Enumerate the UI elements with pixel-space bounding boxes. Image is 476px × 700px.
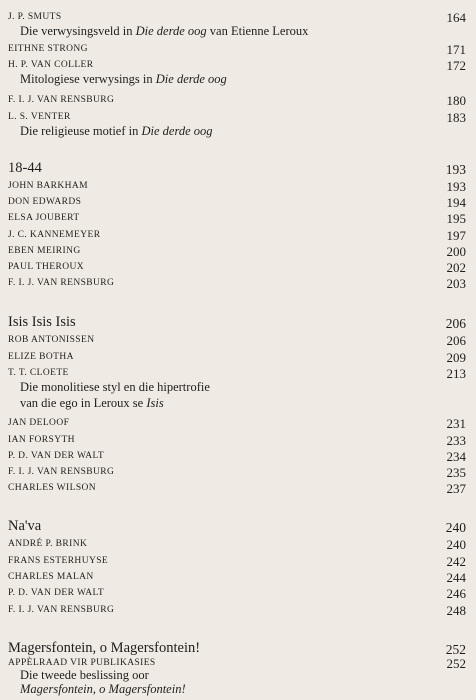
author-name: PAUL THEROUX: [8, 262, 84, 272]
author-name: T. T. CLOETE: [8, 368, 69, 378]
essay-title: Die monolitiese styl en die hipertrofie: [20, 380, 210, 394]
page-number: 248: [446, 603, 466, 618]
page-number: 180: [446, 93, 466, 108]
essay-title: Magersfontein, o Magersfontein!: [20, 682, 186, 696]
author-name: CHARLES MALAN: [8, 572, 94, 582]
author-name: DON EDWARDS: [8, 197, 82, 207]
page-number: 202: [446, 260, 466, 275]
page-number: 193: [445, 162, 466, 177]
page-number: 193: [446, 179, 466, 194]
page-number: 172: [446, 58, 466, 73]
toc-entry: [0, 554, 476, 570]
author-name: L. S. VENTER: [8, 112, 71, 122]
author-name: CHARLES WILSON: [8, 483, 97, 493]
toc-entry: [0, 603, 476, 619]
toc-entry: [0, 465, 476, 481]
toc-entry: [0, 260, 476, 276]
section-heading: [0, 316, 476, 332]
page-number: 242: [446, 554, 466, 569]
toc-entry: [0, 93, 476, 109]
page-number: 195: [446, 211, 466, 226]
toc-entry: [0, 433, 476, 449]
author-name: F. I. J. VAN RENSBURG: [8, 278, 115, 288]
toc-entry: [0, 350, 476, 366]
toc-entry: [0, 179, 476, 195]
author-name: JAN DELOOF: [8, 418, 70, 428]
toc-entry: [0, 449, 476, 465]
section-title: Na'va: [8, 518, 42, 534]
toc-entry: [0, 333, 476, 349]
page-number: 206: [445, 316, 466, 331]
page-number: 235: [446, 465, 466, 480]
essay-title: van die ego in Leroux se Isis: [20, 396, 164, 410]
section-title: Magersfontein, o Magersfontein!: [8, 640, 201, 656]
page-number: 200: [446, 244, 466, 259]
toc-entry: [0, 244, 476, 260]
author-name: IAN FORSYTH: [8, 435, 75, 445]
essay-title: Mitologiese verwysings in Die derde oog: [20, 72, 227, 86]
section-heading: [0, 520, 476, 536]
toc-entry: [0, 481, 476, 497]
page-number: 194: [446, 195, 466, 210]
toc-entry: [0, 276, 476, 292]
author-name: JOHN BARKHAM: [8, 181, 89, 191]
page-number: 203: [446, 276, 466, 291]
author-name: J. P. SMUTS: [8, 12, 62, 22]
page-number: 213: [446, 366, 466, 381]
essay-title: Die verwysingsveld in Die derde oog van Etienne Leroux: [20, 24, 309, 38]
essay-title: Die tweede beslissing oor: [20, 668, 149, 682]
page-number: 237: [446, 481, 466, 496]
toc-entry: [0, 195, 476, 211]
author-name: F. I. J. VAN RENSBURG: [8, 605, 115, 615]
author-name: APPÈLRAAD VIR PUBLIKASIES: [8, 658, 156, 668]
author-name: EITHNE STRONG: [8, 44, 88, 54]
page-number: 252: [446, 656, 466, 671]
page-number: 197: [446, 228, 466, 243]
section-title: Isis Isis Isis: [8, 314, 76, 330]
page-number: 171: [446, 42, 466, 57]
page-number: 244: [446, 570, 466, 585]
author-name: ELIZE BOTHA: [8, 352, 74, 362]
toc-entry: [0, 211, 476, 227]
section-title: 18-44: [8, 160, 42, 176]
author-name: P. D. VAN DER WALT: [8, 451, 105, 461]
author-name: F. I. J. VAN RENSBURG: [8, 95, 115, 105]
toc-entry: [0, 228, 476, 244]
author-name: H. P. VAN COLLER: [8, 60, 94, 70]
author-name: FRANS ESTERHUYSE: [8, 556, 109, 566]
author-name: F. I. J. VAN RENSBURG: [8, 467, 115, 477]
page-number: 164: [446, 10, 466, 25]
page-number: 240: [445, 520, 466, 535]
author-name: EBEN MEIRING: [8, 246, 81, 256]
page-number: 246: [446, 586, 466, 601]
toc-entry: [0, 537, 476, 553]
toc-entry: [0, 570, 476, 586]
essay-title: Die religieuse motief in Die derde oog: [20, 124, 213, 138]
toc-entry: [0, 416, 476, 432]
page-number: 183: [446, 110, 466, 125]
author-name: ELSA JOUBERT: [8, 213, 80, 223]
page-number: 209: [446, 350, 466, 365]
author-name: ROB ANTONISSEN: [8, 335, 95, 345]
page-number: 206: [446, 333, 466, 348]
author-name: J. C. KANNEMEYER: [8, 230, 101, 240]
toc-entry: [0, 586, 476, 602]
author-name: ANDRÉ P. BRINK: [8, 539, 88, 549]
page-number: 233: [446, 433, 466, 448]
page-number: 231: [446, 416, 466, 431]
page-number: 240: [446, 537, 466, 552]
section-heading: [0, 162, 476, 178]
page-number: 234: [446, 449, 466, 464]
author-name: P. D. VAN DER WALT: [8, 588, 105, 598]
page-number: 252: [445, 642, 466, 657]
toc-entry: [0, 42, 476, 58]
